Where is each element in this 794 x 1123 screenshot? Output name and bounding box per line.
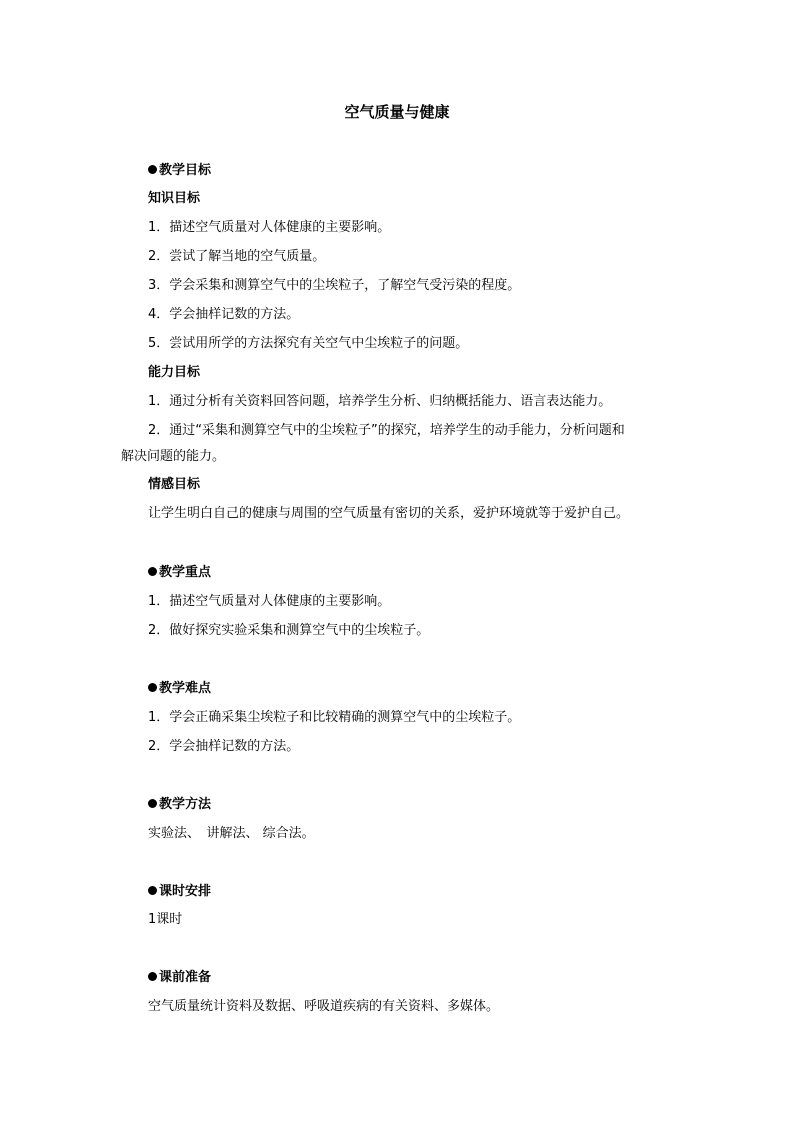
- list-item: 2．尝试了解当地的空气质量。: [148, 249, 326, 264]
- list-item: 1．通过分析有关资料回答问题，培养学生分析、归纳概括能力、语言表达能力。: [148, 394, 612, 409]
- section-heading-text: 教学目标: [159, 163, 212, 178]
- section-heading-goals: [148, 163, 211, 179]
- list-item: 5．尝试用所学的方法探究有关空气中尘埃粒子的问题。: [148, 336, 469, 351]
- section-heading-schedule: [148, 884, 211, 900]
- paragraph: 让学生明白自己的健康与周围的空气质量有密切的关系，爱护环境就等于爱护自己。: [148, 506, 630, 521]
- subheading-knowledge: 知识目标: [148, 191, 201, 206]
- paragraph: 实验法、 讲解法、 综合法。: [148, 826, 315, 841]
- list-item-continuation: 解决问题的能力。: [121, 449, 226, 464]
- bullet-icon: [148, 165, 157, 174]
- bullet-icon: [148, 683, 157, 692]
- list-item: 2．做好探究实验采集和测算空气中的尘埃粒子。: [148, 623, 430, 638]
- section-heading-preparation: [148, 970, 211, 986]
- paragraph: 空气质量统计资料及数据、呼吸道疾病的有关资料、多媒体。: [148, 999, 500, 1014]
- bullet-icon: [148, 567, 157, 576]
- subheading-emotion: 情感目标: [148, 477, 201, 492]
- section-heading-text: 教学方法: [159, 797, 212, 812]
- bullet-icon: [148, 799, 157, 808]
- list-item: 2．学会抽样记数的方法。: [148, 739, 300, 754]
- list-item: 1．学会正确采集尘埃粒子和比较精确的测算空气中的尘埃粒子。: [148, 710, 521, 725]
- section-heading-text: 教学重点: [159, 565, 212, 580]
- section-heading-text: 教学难点: [159, 681, 212, 696]
- section-heading-text: 课时安排: [159, 884, 212, 899]
- list-item: 1．描述空气质量对人体健康的主要影响。: [148, 220, 391, 235]
- bullet-icon: [148, 972, 157, 981]
- list-item: 2．通过“采集和测算空气中的尘埃粒子”的探究，培养学生的动手能力，分析问题和: [148, 423, 625, 438]
- page-title: 空气质量与健康: [344, 103, 450, 121]
- section-heading-text: 课前准备: [159, 970, 212, 985]
- bullet-icon: [148, 886, 157, 895]
- section-heading-key-points: [148, 565, 211, 581]
- list-item: 4．学会抽样记数的方法。: [148, 307, 300, 322]
- section-heading-difficulties: [148, 681, 211, 697]
- paragraph: 1课时: [148, 912, 183, 927]
- list-item: 3．学会采集和测算空气中的尘埃粒子，了解空气受污染的程度。: [148, 278, 521, 293]
- subheading-ability: 能力目标: [148, 365, 201, 380]
- section-heading-methods: [148, 797, 211, 813]
- list-item: 1．描述空气质量对人体健康的主要影响。: [148, 594, 391, 609]
